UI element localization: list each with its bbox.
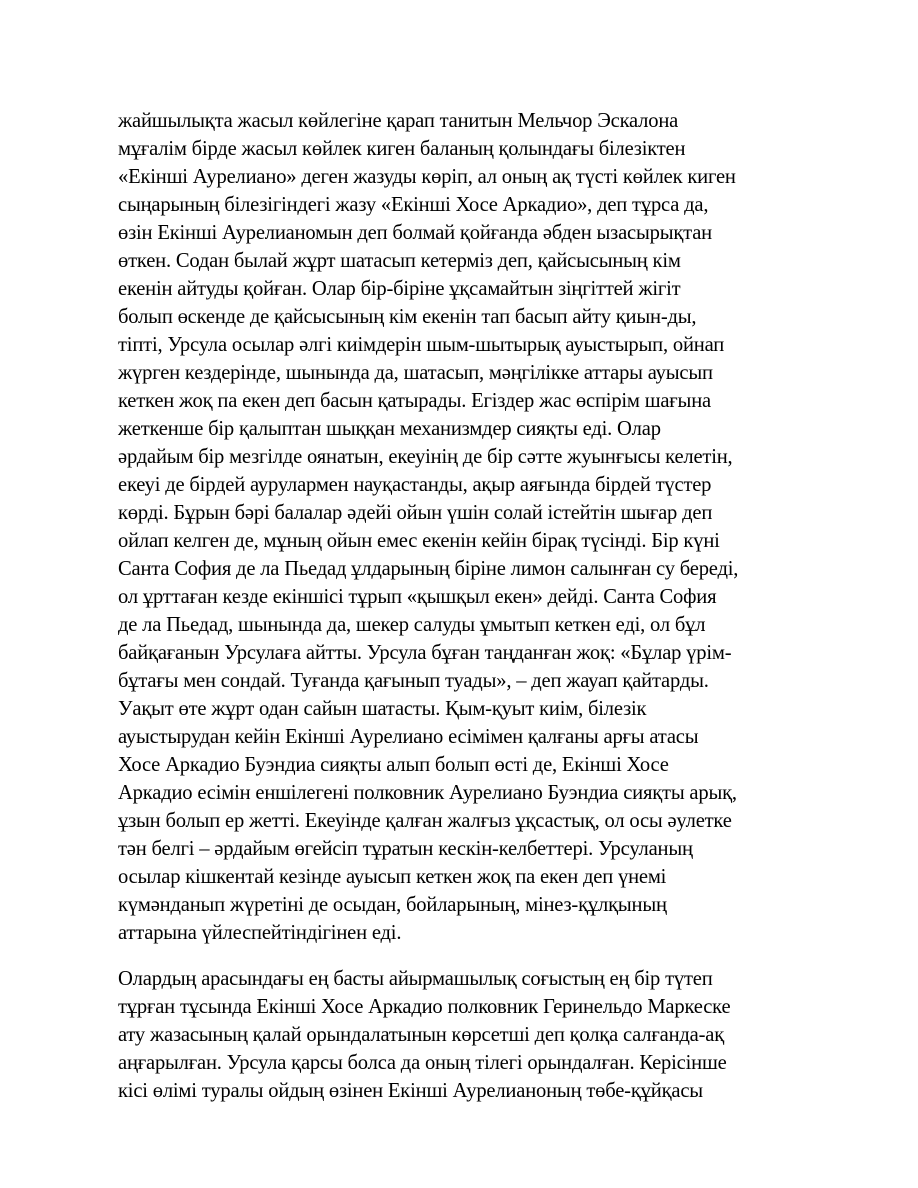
text-line: Хосе Аркадио Буэндиа сияқты алып болып өсті де, Екінші Хосе [118,754,669,776]
text-line: мұғалім бірде жасыл көйлек киген баланың қолындағы білезіктен [118,138,686,160]
text-line: бұтағы мен сондай. Туғанда қағынып туады», – деп жауап қайтарды. [118,670,709,692]
text-line: аңғарылған. Урсула қарсы болса да оның тілегі орындалған. Керісінше [118,1052,727,1074]
text-line: ұзын болып ер жетті. Екеуінде қалған жалғыз ұқсастық, ол осы әулетке [118,810,732,832]
text-line: күмәнданып жүретіні де осыдан, бойларының, мінез-құлқының [118,894,667,916]
text-line: жүрген кездерінде, шынында да, шатасып, мәңгілікке аттары ауысып [118,362,713,384]
text-line: кісі өлімі туралы ойдың өзінен Екінші Аурелианоның төбе-құйқасы [118,1080,703,1102]
text-line: байқағанын Урсулаға айтты. Урсула бұған таңданған жоқ: «Бұлар үрім- [118,642,732,664]
text-line: болып өскенде де қайсысының кім екенін тап басып айту қиын-ды, [118,306,697,328]
text-line: осылар кішкентай кезінде ауысып кеткен жоқ па екен деп үнемі [118,866,667,888]
text-line: жеткенше бір қалыптан шыққан механизмдер сияқты еді. Олар [118,418,661,440]
text-line: өзін Екінші Аурелианомын деп болмай қойғанда әбден ызасырықтан [118,222,712,244]
text-line: ауыстырудан кейін Екінші Аурелиано есімімен қалғаны арғы атасы [118,726,699,748]
paragraph-2 [118,965,818,1105]
text-line: Уақыт өте жұрт одан сайын шатасты. Қым-қуыт киім, білезік [118,698,647,720]
text-line: тіпті, Урсула осылар әлгі киімдерін шым-шытырық ауыстырып, ойнап [118,334,725,356]
text-line: «Екінші Аурелиано» деген жазуды көріп, ал оның ақ түсті көйлек киген [118,166,736,188]
body-text [118,107,818,1105]
text-line: ойлап келген де, мұның ойын емес екенін кейін бірақ түсінді. Бір күні [118,530,720,552]
text-line: тән белгі – әрдайым өгейсіп тұратын кескін-келбеттері. Урсуланың [118,838,693,860]
text-line: екеуі де бірдей аурулармен науқастанды, ақыр аяғында бірдей түстер [118,474,712,496]
text-line: ол ұрттаған кезде екіншісі тұрып «қышқыл екен» дейді. Санта София [118,586,717,608]
text-line: Аркадио есімін еншілегені полковник Аурелиано Буэндиа сияқты арық, [118,782,737,804]
text-line: аттарына үйлеспейтіндігінен еді. [118,922,402,944]
text-line: жайшылықта жасыл көйлегіне қарап танитын Мельчор Эскалона [118,110,679,132]
text-line: сыңарының білезігіндегі жазу «Екінші Хосе Аркадио», деп тұрса да, [118,194,709,216]
text-line: Санта София де ла Пьедад ұлдарының біріне лимон салынған су береді, [118,558,739,580]
text-line: әрдайым бір мезгілде оянатын, екеуінің де бір сәтте жуынғысы келетін, [118,446,733,468]
text-line: Олардың арасындағы ең басты айырмашылық соғыстың ең бір түтеп [118,968,713,990]
text-line: өткен. Содан былай жұрт шатасып кетерміз деп, қайсысының кім [118,250,681,272]
text-line: тұрған тұсында Екінші Хосе Аркадио полковник Геринельдо Маркеске [118,996,731,1018]
text-line: екенін айтуды қойған. Олар бір-біріне ұқсамайтын зіңгіттей жігіт [118,278,681,300]
text-line: ату жазасының қалай орындалатынын көрсетші деп қолқа салғанда-ақ [118,1024,725,1046]
text-line: де ла Пьедад, шынында да, шекер салуды ұмытып кеткен еді, ол бұл [118,614,706,636]
text-line: көрді. Бұрын бәрі балалар әдейі ойын үшін солай істейтін шығар деп [118,502,713,524]
text-line: кеткен жоқ па екен деп басын қатырады. Егіздер жас өспірім шағына [118,390,711,412]
paragraph-1 [118,107,818,947]
